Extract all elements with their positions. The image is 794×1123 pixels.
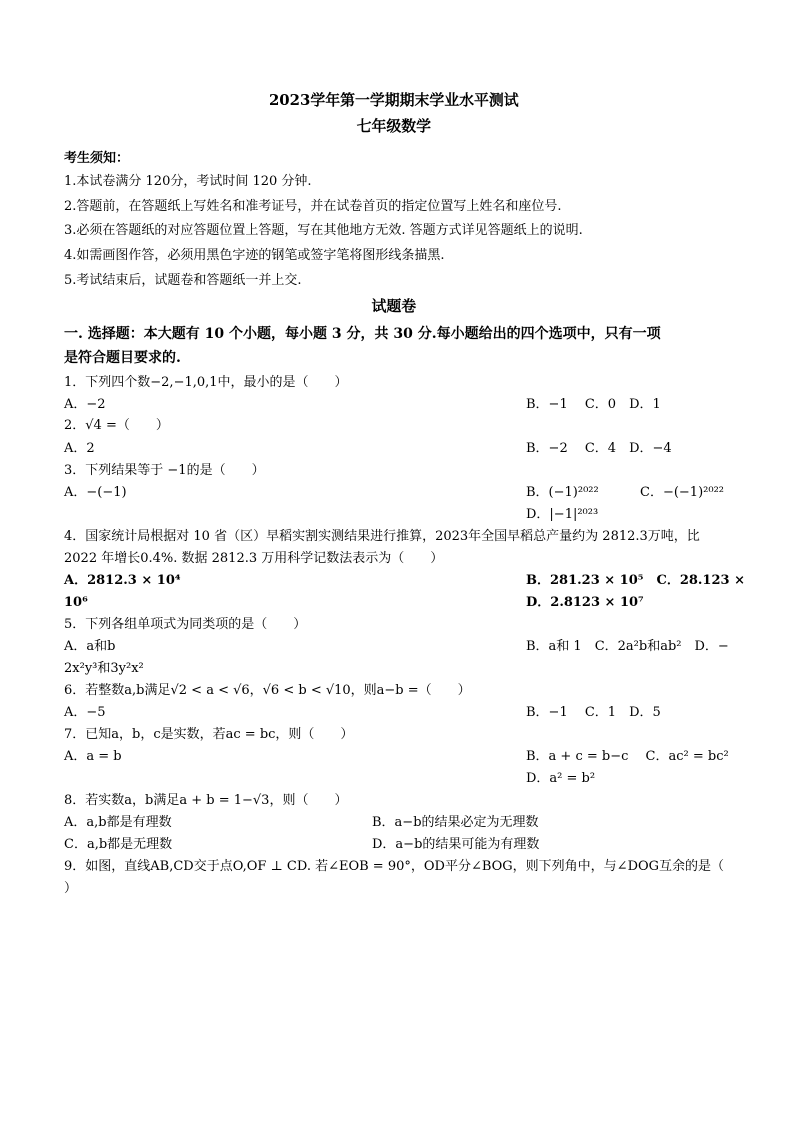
question-3-option-a: A．−(−1) [64, 485, 127, 500]
question-1-options-bcd: B．−1 C．0 D．1 [526, 397, 661, 412]
question-8-option-b: B．a−b的结果必定为无理数 [372, 815, 539, 830]
question-4-option-d: D．2.8123 × 10⁷ [526, 595, 644, 610]
question-5-option-d-cont: 2x²y³和3y²x² [64, 661, 144, 676]
question-4-option-a-cont: 10⁶ [64, 595, 88, 610]
exam-subtitle: 七年级数学 [356, 117, 432, 135]
question-1-option-a: A．−2 [64, 397, 106, 412]
question-2-option-a: A．2 [64, 441, 95, 456]
question-4-stem: 4．国家统计局根据对 10 省（区）早稻实割实测结果进行推算，2023年全国早稻总产量约为 2812.3万吨，比 [64, 529, 700, 544]
question-2-stem: 2．√4 =（ ） [64, 418, 169, 433]
question-6-stem: 6．若整数a,b满足√2 < a < √6，√6 < b < √10，则a−b =（ ） [64, 683, 471, 698]
question-8-option-a: A．a,b都是有理数 [64, 815, 172, 830]
question-9-stem: 9．如图，直线AB,CD交于点O,OF ⊥ CD. 若∠EOB = 90°，OD平分∠BOG，则下列角中，与∠DOG互余的是（ [64, 859, 725, 874]
question-4-stem: 2022 年增长0.4%. 数据 2812.3 万用科学记数法表示为（ ） [64, 551, 444, 566]
notice-item: 3.必须在答题纸的对应答题位置上答题，写在其他地方无效. 答题方式详见答题纸上的说明. [64, 223, 583, 238]
question-4-options-bc: B．281.23 × 10⁵ C．28.123 × [526, 573, 745, 588]
question-6-options-bcd: B．−1 C．1 D．5 [526, 705, 661, 720]
notice-item: 4.如需画图作答，必须用黑色字迹的钢笔或签字笔将图形线条描黑. [64, 248, 445, 263]
question-8-stem: 8．若实数a，b满足a + b = 1−√3，则（ ） [64, 793, 348, 808]
question-4-option-a: A．2812.3 × 10⁴ [64, 573, 181, 588]
question-7-stem: 7．已知a，b，c是实数，若ac = bc，则（ ） [64, 727, 354, 742]
question-3-stem: 3．下列结果等于 −1的是（ ） [64, 463, 265, 478]
question-1-stem: 1．下列四个数−2,−1,0,1中，最小的是（ ） [64, 375, 348, 390]
notice-item: 2.答题前，在答题纸上写姓名和准考证号，并在试卷首页的指定位置写上姓名和座位号. [64, 199, 562, 214]
notice-item: 5.考试结束后，试题卷和答题纸一并上交. [64, 273, 302, 288]
question-9-stem-cont: ） [64, 881, 78, 896]
question-6-option-a: A．−5 [64, 705, 106, 720]
question-7-option-d: D．a² = b² [526, 771, 596, 786]
part1-instruction: 是符合题目要求的. [64, 350, 181, 366]
exam-title: 2023学年第一学期期末学业水平测试 [268, 91, 519, 109]
question-7-option-a: A．a = b [64, 749, 122, 764]
question-8-option-d: D．a−b的结果可能为有理数 [372, 837, 540, 852]
question-8-option-c: C．a,b都是无理数 [64, 837, 173, 852]
question-3-option-b: B．(−1)²⁰²² [526, 485, 599, 500]
question-5-option-a: A．a和b [64, 639, 116, 654]
question-5-stem: 5．下列各组单项式为同类项的是（ ） [64, 617, 307, 632]
question-2-options-bcd: B．−2 C．4 D．−4 [526, 441, 672, 456]
notice-item: 1.本试卷满分 120分，考试时间 120 分钟. [64, 174, 312, 189]
notice-heading: 考生须知： [64, 151, 130, 166]
question-5-options-bcd: B．a和 1 C．2a²b和ab² D．− [526, 639, 729, 654]
question-3-option-c: C．−(−1)²⁰²² [640, 485, 724, 500]
question-7-options-bc: B．a + c = b−c C．ac² = bc² [526, 749, 729, 764]
question-3-option-d: D．|−1|²⁰²³ [526, 507, 599, 522]
section-title: 试题卷 [371, 297, 417, 315]
part1-instruction: 一. 选择题：本大题有 10 个小题，每小题 3 分，共 30 分.每小题给出的四个选项中，只有一项 [64, 326, 661, 342]
